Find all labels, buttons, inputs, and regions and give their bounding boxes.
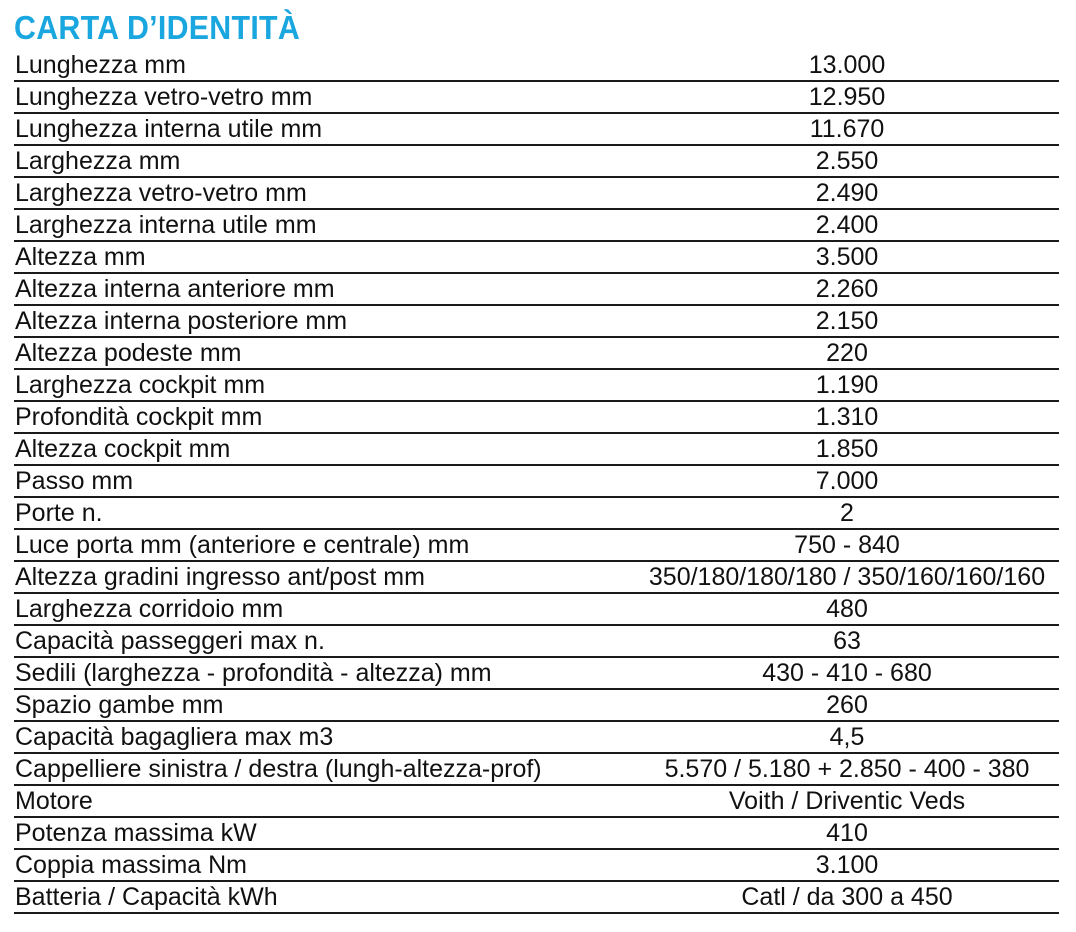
row-value: 220 xyxy=(826,339,868,367)
row-value: 11.670 xyxy=(809,115,885,143)
table-row xyxy=(14,146,1059,178)
table-row xyxy=(14,210,1059,242)
row-value: 12.950 xyxy=(808,83,886,111)
row-value: 430 - 410 - 680 xyxy=(762,659,932,687)
row-label: Altezza cockpit mm xyxy=(15,435,231,463)
row-value: 3.100 xyxy=(815,851,879,879)
row-label: Spazio gambe mm xyxy=(15,691,224,719)
row-value: 1.850 xyxy=(815,435,879,463)
row-label: Lunghezza mm xyxy=(15,51,186,79)
row-value: 260 xyxy=(826,691,868,719)
table-row xyxy=(14,434,1059,466)
row-value: 4,5 xyxy=(829,723,865,751)
table-row xyxy=(14,306,1059,338)
table-row xyxy=(14,50,1059,82)
table-row xyxy=(14,114,1059,146)
row-label: Cappelliere sinistra / destra (lungh-altezza-prof) xyxy=(15,755,542,783)
table-row xyxy=(14,722,1059,754)
row-value: 1.310 xyxy=(815,403,879,431)
table-row xyxy=(14,690,1059,722)
table-row xyxy=(14,370,1059,402)
row-value: 2.400 xyxy=(815,211,879,239)
row-value: 63 xyxy=(833,627,861,655)
table-row xyxy=(14,658,1059,690)
row-label: Altezza interna posteriore mm xyxy=(15,307,348,335)
row-label: Batteria / Capacità kWh xyxy=(15,883,278,911)
row-label: Potenza massima kW xyxy=(15,819,257,847)
row-label: Motore xyxy=(15,787,93,815)
row-value: 2.490 xyxy=(815,179,879,207)
row-value: 2.550 xyxy=(815,147,879,175)
table-row xyxy=(14,274,1059,306)
row-value: 480 xyxy=(826,595,868,623)
table-row xyxy=(14,466,1059,498)
table-row xyxy=(14,818,1059,850)
row-label: Larghezza vetro-vetro mm xyxy=(15,179,307,207)
row-label: Altezza mm xyxy=(15,243,146,271)
row-label: Larghezza mm xyxy=(15,147,181,175)
row-label: Altezza podeste mm xyxy=(15,339,242,367)
row-label: Porte n. xyxy=(15,499,103,527)
row-label: Altezza gradini ingresso ant/post mm xyxy=(15,563,425,591)
table-row xyxy=(14,786,1059,818)
row-label: Luce porta mm (anteriore e centrale) mm xyxy=(15,531,470,559)
table-row xyxy=(14,82,1059,114)
row-label: Lunghezza interna utile mm xyxy=(15,115,323,143)
page-title: CARTA D’IDENTITÀ xyxy=(14,9,301,46)
row-value: 13.000 xyxy=(808,51,886,79)
row-label: Larghezza cockpit mm xyxy=(15,371,266,399)
table-row xyxy=(14,850,1059,882)
row-value: Catl / da 300 a 450 xyxy=(741,883,953,911)
row-label: Coppia massima Nm xyxy=(15,851,248,879)
row-value: Voith / Driventic Veds xyxy=(728,787,966,815)
row-value: 2 xyxy=(840,499,854,527)
row-label: Larghezza corridoio mm xyxy=(15,595,284,623)
row-value: 2.260 xyxy=(815,275,879,303)
table-row xyxy=(14,562,1059,594)
row-label: Altezza interna anteriore mm xyxy=(15,275,335,303)
row-value: 1.190 xyxy=(815,371,879,399)
row-value: 2.150 xyxy=(815,307,879,335)
table-row xyxy=(14,498,1059,530)
spec-table xyxy=(14,50,1059,914)
row-label: Lunghezza vetro-vetro mm xyxy=(15,83,313,111)
row-value: 410 xyxy=(826,819,868,847)
row-value: 5.570 / 5.180 + 2.850 - 400 - 380 xyxy=(664,755,1030,783)
table-row xyxy=(14,626,1059,658)
row-label: Larghezza interna utile mm xyxy=(15,211,317,239)
table-row xyxy=(14,402,1059,434)
row-label: Passo mm xyxy=(15,467,134,495)
table-row xyxy=(14,530,1059,562)
row-label: Sedili (larghezza - profondità - altezza) mm xyxy=(15,659,492,687)
table-row xyxy=(14,754,1059,786)
table-row xyxy=(14,882,1059,914)
row-value: 3.500 xyxy=(815,243,879,271)
row-label: Profondità cockpit mm xyxy=(15,403,263,431)
table-row xyxy=(14,178,1059,210)
row-label: Capacità bagagliera max m3 xyxy=(15,723,334,751)
row-value: 750 - 840 xyxy=(794,531,900,559)
row-label: Capacità passeggeri max n. xyxy=(15,627,325,655)
row-value: 350/180/180/180 / 350/160/160/160 xyxy=(648,563,1046,591)
row-value: 7.000 xyxy=(815,467,879,495)
table-row xyxy=(14,594,1059,626)
table-row xyxy=(14,338,1059,370)
table-row xyxy=(14,242,1059,274)
